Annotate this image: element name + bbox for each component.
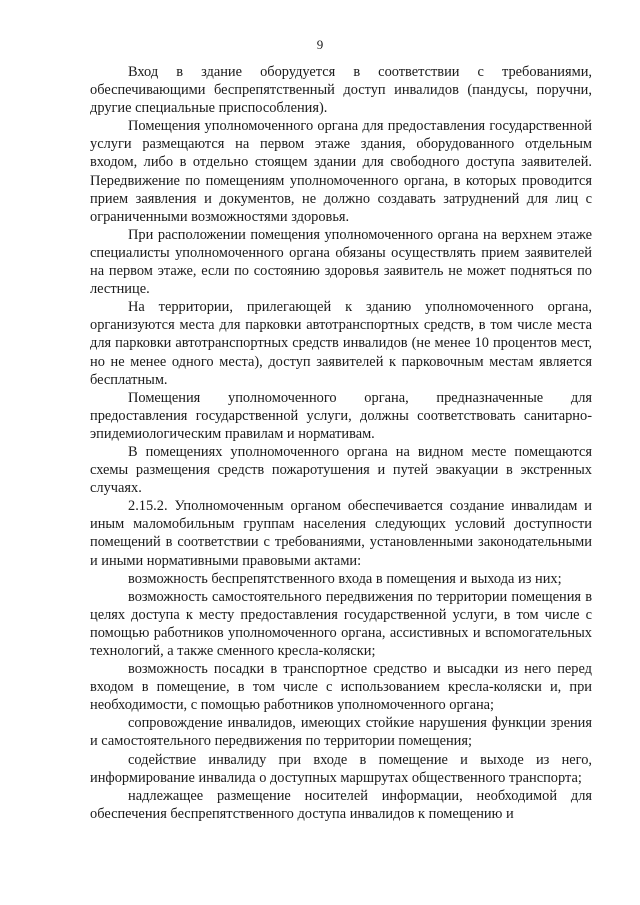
list-item-movement: возможность самостоятельного передвижения по территории помещения в целях доступа к месту предоставления государственной услуги, в том числе с помощью работников уполномоченного органа, ассистивных и вспомогательных технологий, а также сменного кресла-коляски; xyxy=(90,588,592,659)
paragraph-section-2-15-2: 2.15.2. Уполномоченным органом обеспечивается создание инвалидам и иным маломобильным группам населения следующих условий доступности помещений в соответствии с требованиями, установленными законодательными и иными нормативными правовыми актами: xyxy=(90,498,592,569)
list-item-free-entry: возможность беспрепятственного входа в помещения и выхода из них; xyxy=(128,570,562,587)
paragraph-evacuation-schemes: В помещениях уполномоченного органа на видном месте помещаются схемы размещения средств пожаротушения и путей эвакуации в экстренных случаях. xyxy=(90,443,592,497)
paragraph-parking: На территории, прилегающей к зданию уполномоченного органа, организуются места для парковки автотранспортных средств, в том числе места для парковки автотранспортных средств инвалидов (не менее 10 процентов мест, но не менее одного места), доступ заявителей к парковочным местам является бесплатным. xyxy=(90,299,592,388)
paragraph-sanitary-rules: Помещения уполномоченного органа, предназначенные для предоставления государственной услуги, должны соответствовать санитарно-эпидемиологическим правилам и нормативам. xyxy=(90,389,592,442)
paragraph-upper-floor-reception: При расположении помещения уполномоченного органа на верхнем этаже специалисты уполномоченного органа обязаны осуществлять прием заявителей на первом этаже, если по состоянию здоровья заявитель не может подняться по лестнице. xyxy=(90,226,592,298)
list-item-escort: сопровождение инвалидов, имеющих стойкие нарушения функции зрения и самостоятельного передвижения по территории помещения; xyxy=(90,715,592,750)
list-item-assistance: содействие инвалиду при входе в помещение и выходе из него, информирование инвалида о доступных маршрутах общественного транспорта; xyxy=(90,751,592,786)
list-item-information-carriers: надлежащее размещение носителей информации, необходимой для обеспечения беспрепятственного доступа инвалидов к помещению и xyxy=(90,787,592,822)
list-item-transport-boarding: возможность посадки в транспортное средство и высадки из него перед входом в помещение, в том числе с использованием кресла-коляски и, при необходимости, с помощью работников уполномоченного органа; xyxy=(90,661,592,714)
paragraph-building-entrance: Вход в здание оборудуется в соответствии с требованиями, обеспечивающими беспрепятственный доступ инвалидов (пандусы, поручни, другие специальные приспособления). xyxy=(90,64,592,117)
paragraph-premises-location: Помещения уполномоченного органа для предоставления государственной услуги размещаются на первом этаже здания, оборудованного отдельным входом, либо в отдельно стоящем здании для свободного доступа заявителей. Передвижение по помещениям уполномоченного органа, в которых проводится прием заявления и документов, не должно создавать затруднений для лиц с ограниченными возможностями здоровья. xyxy=(90,118,592,225)
page-number: 9 xyxy=(316,37,324,52)
document-body xyxy=(90,63,592,823)
